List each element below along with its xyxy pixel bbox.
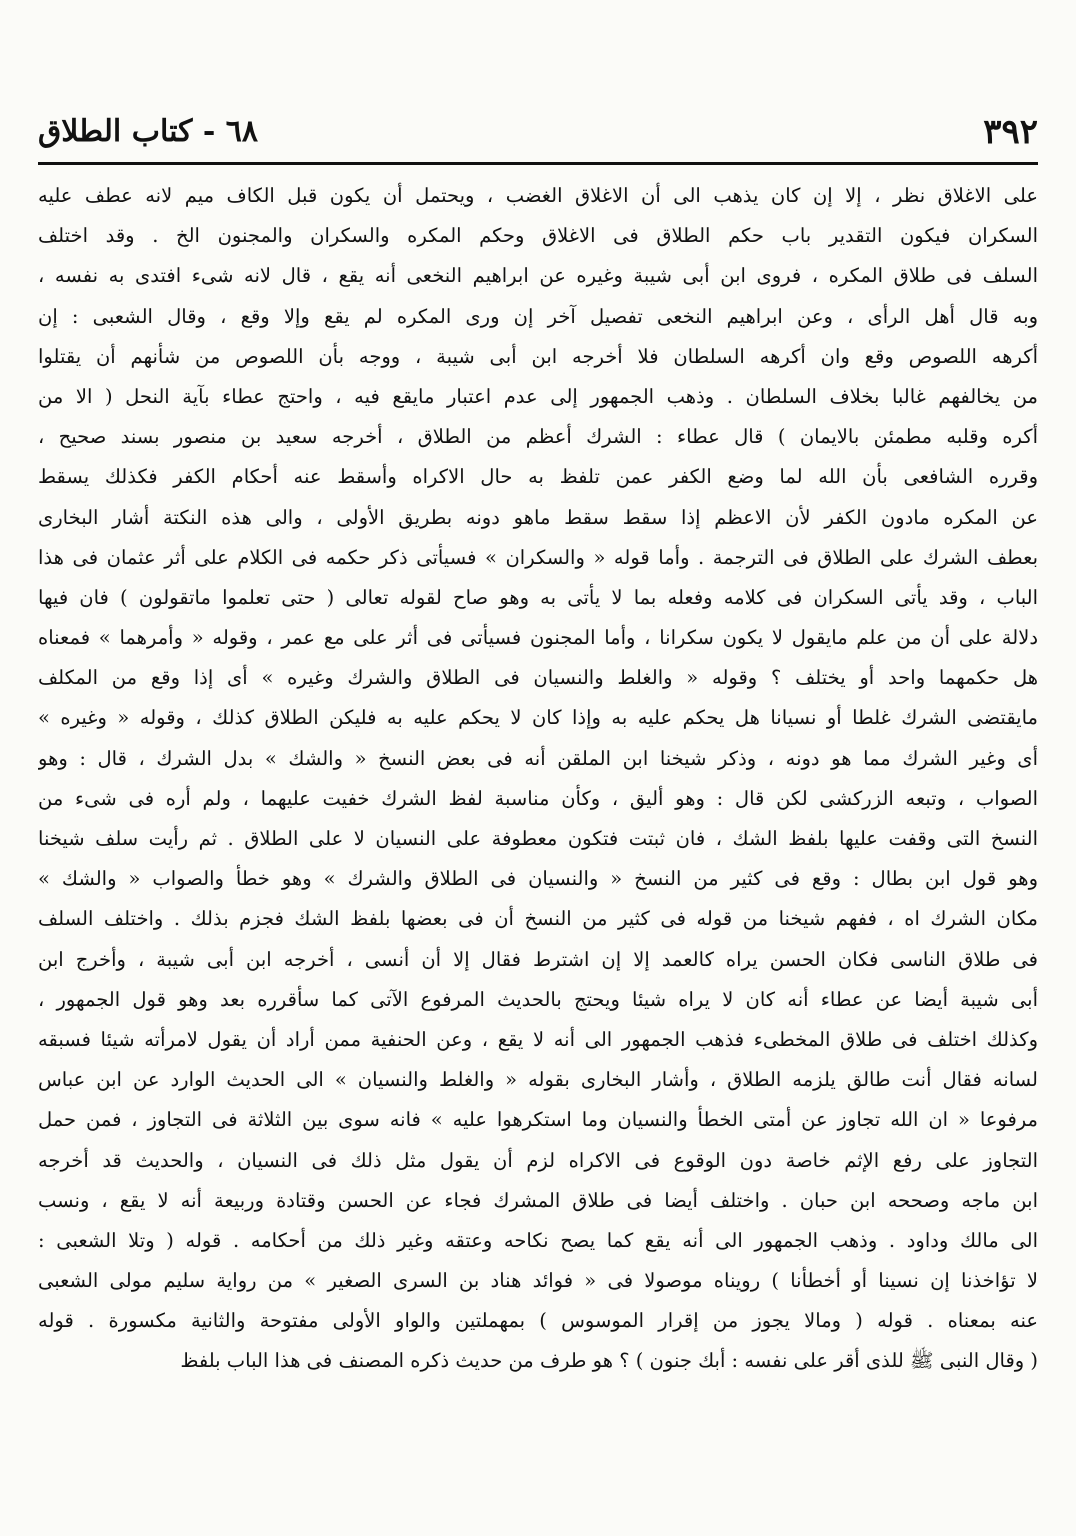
text-line: أكرهه اللصوص وقع وان أكرهه السلطان فلا أخرجه ابن أبى شيبة ، ووجه بأن اللصوص من شأنهم أن يقتلوا: [38, 344, 1038, 368]
text-line: لسانه فقال أنت طالق يلزمه الطلاق ، وأشار البخارى بقوله « والغلط والنسيان » الى الحديث الوارد عن ابن عباس: [38, 1068, 1038, 1092]
text-line: بعطف الشرك على الطلاق فى الترجمة . وأما قوله « والسكران » فسيأتى ذكر حكمه فى الكلام على أثر عثمان فى هذا: [38, 545, 1038, 569]
text-line: عنه بمعناه . قوله ( ومالا يجوز من إقرار الموسوس ) بمهملتين والواو الأولى مفتوحة والثانية مكسورة . قوله: [38, 1309, 1038, 1333]
text-line: لا تؤاخذنا إن نسينا أو أخطأنا ) رويناه موصولا فى « فوائد هناد بن السرى الصغير » من رواية سليم مولى الشعبى: [38, 1269, 1038, 1293]
text-line: الباب ، وقد يأتى السكران فى كلامه وفعله بما لا يأتى به وهو صاح لقوله تعالى ( حتى تعلموا ماتقولون ) فان فيها: [38, 585, 1038, 609]
page-number: ٣٩٢: [983, 112, 1038, 152]
text-line: مرفوعا « ان الله تجاوز عن أمتى الخطأ والنسيان وما استكرهوا عليه » فانه سوى بين الثلاثة فى التجاوز ، فمن حمل: [38, 1108, 1038, 1132]
text-line: السكران فيكون التقدير باب حكم الطلاق فى الاغلاق وحكم المكره والسكران والمجنون الخ . وقد اختلف: [38, 224, 1038, 248]
text-line: الصواب ، وتبعه الزركشى لكن قال : وهو أليق ، وكأن مناسبة لفظ الشرك خفيت عليهما ، ولم أره فى شىء من: [38, 786, 1038, 810]
text-line: وقرره الشافعى بأن الله لما وضع الكفر عمن تلفظ به حال الاكراه وأسقط عنه أحكام الكفر فكذلك يسقط: [38, 465, 1038, 489]
text-line: هل حكمهما واحد أو يختلف ؟ وقوله « والغلط والنسيان فى الطلاق والشرك وغيره » أى إذا وقع من المكلف: [38, 666, 1038, 690]
text-line: ابن ماجه وصححه ابن حبان . واختلف أيضا فى طلاق المشرك فجاء عن الحسن وقتادة وربيعة أنه لا يقع ، ونسب: [38, 1188, 1038, 1212]
text-line: وهو قول ابن بطال : وقع فى كثير من النسخ « والنسيان فى الطلاق والشرك » وهو خطأ والصواب « والشك »: [38, 867, 1038, 891]
text-line: عن المكره مادون الكفر لأن الاعظم إذا سقط سقط ماهو دونه بطريق الأولى ، والى هذه النكتة أشار البخارى: [38, 505, 1038, 529]
text-line: السلف فى طلاق المكره ، فروى ابن أبى شيبة وغيره عن ابراهيم النخعى أنه يقع ، قال لانه شىء افتدى به نفسه ،: [38, 264, 1038, 288]
text-line: من يخالفهم غالبا بخلاف السلطان . وذهب الجمهور إلى عدم اعتبار مايقع فيه ، واحتج عطاء بآية النحل ( الا من: [38, 384, 1038, 408]
text-line: على الاغلاق نظر ، إلا إن كان يذهب الى أن الاغلاق الغضب ، ويحتمل أن يكون قبل الكاف ميم لانه عطف عليه: [38, 184, 1038, 207]
text-line: أبى شيبة أيضا عن عطاء أنه كان لا يراه شيئا ويحتج بالحديث المرفوع الآتى كما سأقرره بعد وهو قول الجمهور ،: [38, 987, 1038, 1011]
text-line: أى وغير الشرك مما هو دونه ، وذكر شيخنا ابن الملقن أنه فى بعض النسخ « والشك » بدل الشرك ، قال : وهو: [38, 746, 1038, 770]
text-line: التجاوز على رفع الإثم خاصة دون الوقوع فى الاكراه لزم أن يقول مثل ذلك فى النسيان ، والحديث قد أخرجه: [38, 1148, 1038, 1172]
text-line: النسخ التى وقفت عليها بلفظ الشك ، فان ثبتت فتكون معطوفة على النسيان لا على الطلاق . ثم رأيت سلف شيخنا: [38, 827, 1038, 850]
text-line: مكان الشرك اه ، ففهم شيخنا من قوله فى كثير من النسخ أن فى بعضها بلفظ الشك فجزم بذلك . واختلف السلف: [38, 907, 1038, 931]
text-line: أكره وقلبه مطمئن بالايمان ) قال عطاء : الشرك أعظم من الطلاق ، أخرجه سعيد بن منصور بسند صحيح ،: [38, 425, 1038, 449]
text-line: مايقتضى الشرك غلطا أو نسيانا هل يحكم عليه به وإذا كان لا يحكم عليه به فليكن الطلاق كذلك ، وقوله « وغيره »: [38, 706, 1038, 730]
text-line: وكذلك اختلف فى طلاق المخطىء فذهب الجمهور الى أنه لا يقع ، وعن الحنفية ممن أراد أن يقول لامرأته شيئا فسبقه: [38, 1027, 1038, 1051]
text-line: ( وقال النبى ﷺ للذى أقر على نفسه : أبك جنون ) ؟ هو طرف من حديث ذكره المصنف فى هذا الباب بلفظ: [180, 1349, 1038, 1373]
header-divider: [38, 162, 1038, 165]
text-line: فى طلاق الناسى فكان الحسن يراه كالعمد إلا إن اشترط فقال إلا أن أنسى ، أخرجه ابن أبى شيبة ، وأخرج ابن: [38, 947, 1038, 971]
text-line: دلالة على أن من علم مايقول لا يكون سكرانا ، وأما المجنون فسيأتى فى أثر على مع عمر ، وقوله « وأمرهما » فمعناه: [38, 626, 1038, 650]
body-text: [38, 176, 1038, 1382]
text-line: وبه قال أهل الرأى ، وعن ابراهيم النخعى تفصيل آخر إن ورى المكره لم يقع وإلا وقع ، وقال الشعبى : إن: [38, 304, 1038, 328]
text-line: الى مالك وداود . وذهب الجمهور الى أنه يقع كما يصح نكاحه وعتقه وغير ذلك من أحكامه . قوله ( وتلا الشعبى :: [38, 1228, 1038, 1252]
page-header: [38, 108, 1038, 158]
chapter-title: ٦٨ - كتاب الطلاق: [38, 114, 258, 149]
